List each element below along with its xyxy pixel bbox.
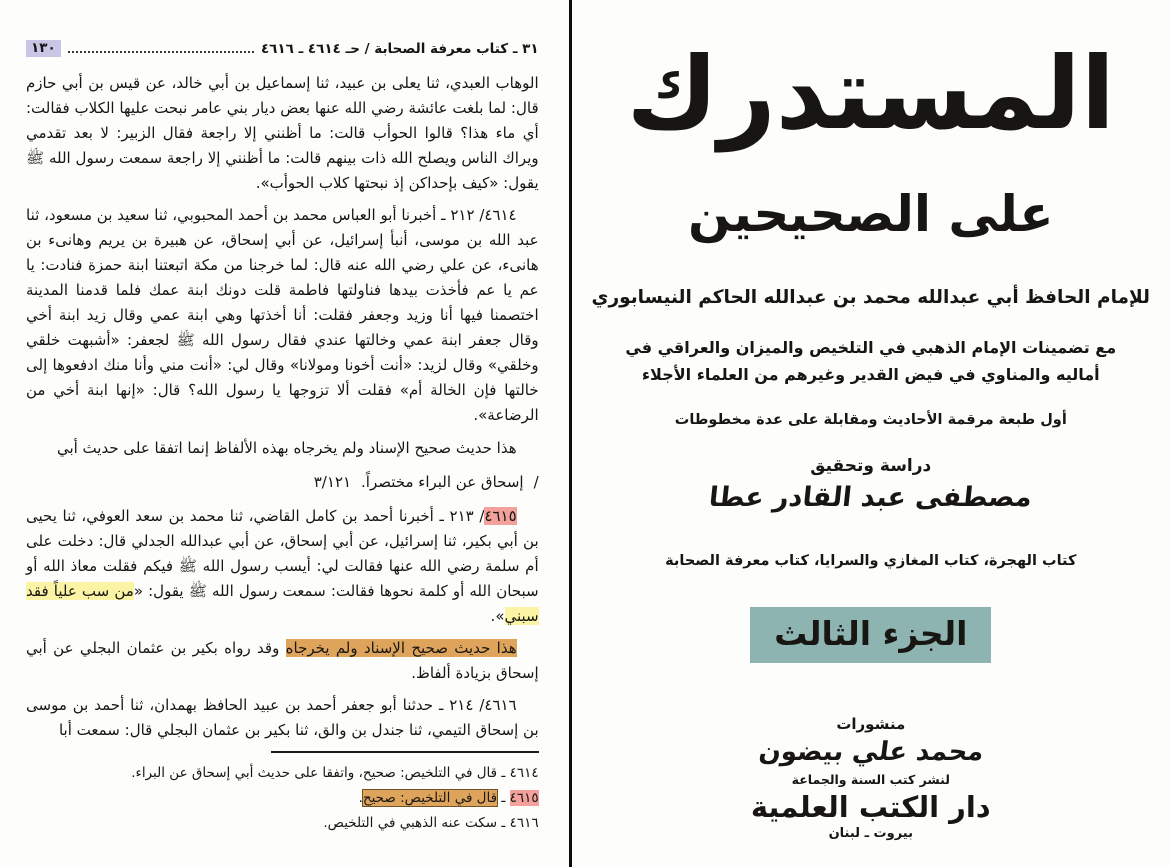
hadith-4615-number-highlight: ٤٦١٥ bbox=[484, 507, 517, 525]
hadith-4614-paragraph: ٤٦١٤/ ٢١٢ ـ أخبرنا أبو العباس محمد بن أحمد المحبوبي، ثنا سعيد بن مسعود، ثنا عبد الله بن موسى، أنبأ إسرائيل، عن أبي إسحاق، عن هبيرة بن يريم وهانىء بن هانىء، عن علي رضي الله عنه قال: لما خرجنا من مكة اتبعتنا ابنة حمزة فنادت: يا عم يا عم فأخذت بيدها فناولتها فاطمة قلت دونك ابنة عمك فلما قدمنا المدينة اختصمنا فيها أنا وزيد وجعفر فقلت: أنا أخذتها وهي ابنة عمي وقال زيد ابنة أخي وقال جعفر ابنة عمي وخالتها عندي فقال رسول الله ﷺ لجعفر: «أشبهت خلقي وخلقي» وقال لزيد: «أنت أخونا ومولانا» وقال لي: «أنت مني وأنا منك ادفعوها إلى خالتها فإن الخالة أم» فقلت ألا تزوجها يا رسول الله؟ قال: «إنها ابنة أخي من الرضاعة». bbox=[26, 206, 539, 424]
comment-4615-paragraph: هذا حديث صحيح الإسناد ولم يخرجاه وقد رواه بكير بن عثمان البجلي عن أبي إسحاق بزيادة ألفاظ. bbox=[26, 639, 539, 682]
header-dotted-leader bbox=[68, 51, 254, 53]
volume-page-margin-ref: ٣/١٢١ bbox=[313, 473, 352, 491]
comment-4614-line2 bbox=[76, 470, 539, 495]
footnote-4614: ٤٦١٤ ـ قال في التلخيص: صحيح، واتفقا على حديث أبي إسحاق عن البراء. bbox=[131, 765, 539, 781]
hadith-4615-quote-highlight: من سب علياً فقد سبني bbox=[26, 582, 539, 625]
comment-4614-line1: هذا حديث صحيح الإسناد ولم يخرجاه بهذه الألفاظ إنما اتفقا على حديث أبي bbox=[56, 439, 517, 457]
hadith-4615-paragraph: ٤٦١٥/ ٢١٣ ـ أخبرنا أحمد بن كامل القاضي، ثنا محمد بن سعد العوفي، ثنا يحيى بن أبي بكير، ثنا إسرائيل، عن أبي إسحاق، عن أبي عبدالله الجدلي قال: دخلت على أم سلمة رضي الله عنها فقالت لي: أيسب رسول الله ﷺ فيكم فقلت معاذ الله أو سبحان الله أو كلمة نحوها فقالت: سمعت رسول الله ﷺ يقول: «من سب علياً فقد سبني». bbox=[26, 507, 539, 625]
footnote-4615-number-highlight: ٤٦١٥ bbox=[509, 790, 539, 806]
footnote-4615-grading-highlight: قال في التلخيص: صحيح bbox=[362, 790, 498, 806]
editor-name: مصطفى عبد القادر عطا bbox=[707, 482, 1034, 513]
title-page bbox=[572, 0, 1170, 867]
manuscript-page-break-mark: / bbox=[533, 473, 539, 491]
running-header bbox=[26, 40, 539, 57]
book-subtitle-calligraphy: على الصحيحين bbox=[687, 185, 1054, 243]
study-editing-label: دراسة وتحقيق bbox=[810, 456, 932, 476]
publisher-signature: محمد علي بيضون bbox=[756, 736, 985, 767]
author-line: للإمام الحافظ أبي عبدالله محمد بن عبدالله الحاكم النيسابوري bbox=[591, 287, 1150, 308]
volume-contents-line: كتاب الهجرة، كتاب المغازي والسرايا، كتاب معرفة الصحابة bbox=[665, 553, 1077, 569]
inclusions-note: مع تضمينات الإمام الذهبي في التلخيص والميزان والعراقي في أماليه والمناوي في فيض القدير وغيرهم من العلماء الأجلاء bbox=[625, 338, 1117, 384]
hadith-4616-paragraph: ٤٦١٦/ ٢١٤ ـ حدثنا أبو جعفر أحمد بن عبيد الحافظ بهمدان، ثنا أحمد بن موسى بن إسحاق التيمي، ثنا جندل بن والق، ثنا بكير بن عثمان البجلي قال: سمعت أبا bbox=[26, 696, 539, 739]
footnote-4616: ٤٦١٦ ـ سكت عنه الذهبي في التلخيص. bbox=[323, 815, 539, 831]
footnote-4615: ٤٦١٥ ـ قال في التلخيص: صحيح. bbox=[358, 790, 539, 806]
page-number: ١٣٠ bbox=[26, 40, 61, 57]
publisher-tagline: لنشر كتب السنة والجماعة bbox=[791, 771, 950, 787]
publisher-block bbox=[751, 715, 991, 841]
footnote-separator bbox=[271, 751, 539, 753]
publisher-location: بيروت ـ لبنان bbox=[828, 825, 913, 841]
publications-label: منشورات bbox=[836, 714, 906, 733]
edition-note: أول طبعة مرقمة الأحاديث ومقابلة على عدة مخطوطات bbox=[674, 412, 1067, 428]
footnotes-block bbox=[26, 751, 539, 837]
book-title-calligraphy: المستدرك bbox=[626, 35, 1115, 152]
volume-number-badge: الجزء الثالث bbox=[750, 607, 991, 663]
comment-4614-paragraph bbox=[26, 436, 539, 461]
text-page bbox=[0, 0, 569, 867]
page-body bbox=[26, 71, 539, 750]
comment-4615-grading-highlight: هذا حديث صحيح الإسناد ولم يخرجاه bbox=[285, 639, 517, 657]
publishing-house-logo: دار الكتب العلمية bbox=[750, 789, 991, 824]
running-header-title: ٣١ ـ كتاب معرفة الصحابة / حـ ٤٦١٤ ـ ٤٦١٦ bbox=[260, 41, 539, 57]
comment-4614-line2-text: إسحاق عن البراء مختصراً. bbox=[361, 473, 524, 491]
paragraph-continuation: الوهاب العبدي، ثنا يعلى بن عبيد، ثنا إسماعيل بن أبي خالد، عن قيس بن أبي حازم قال: لما بلغت عائشة رضي الله عنها بعض ديار بني عامر نبحت عليها الكلاب فقالت: أي ماء هذا؟ قالوا الحوأب قالت: ما أظنني إلا راجعة فقال الزبير: لا بعد تقدمي ويراك الناس ويصلح الله ذات بينهم قالت: ما أظنني إلا راجعة سمعت رسول الله ﷺ يقول: «كيف بإحداكن إذ نبحتها كلاب الحوأب». bbox=[26, 74, 539, 192]
